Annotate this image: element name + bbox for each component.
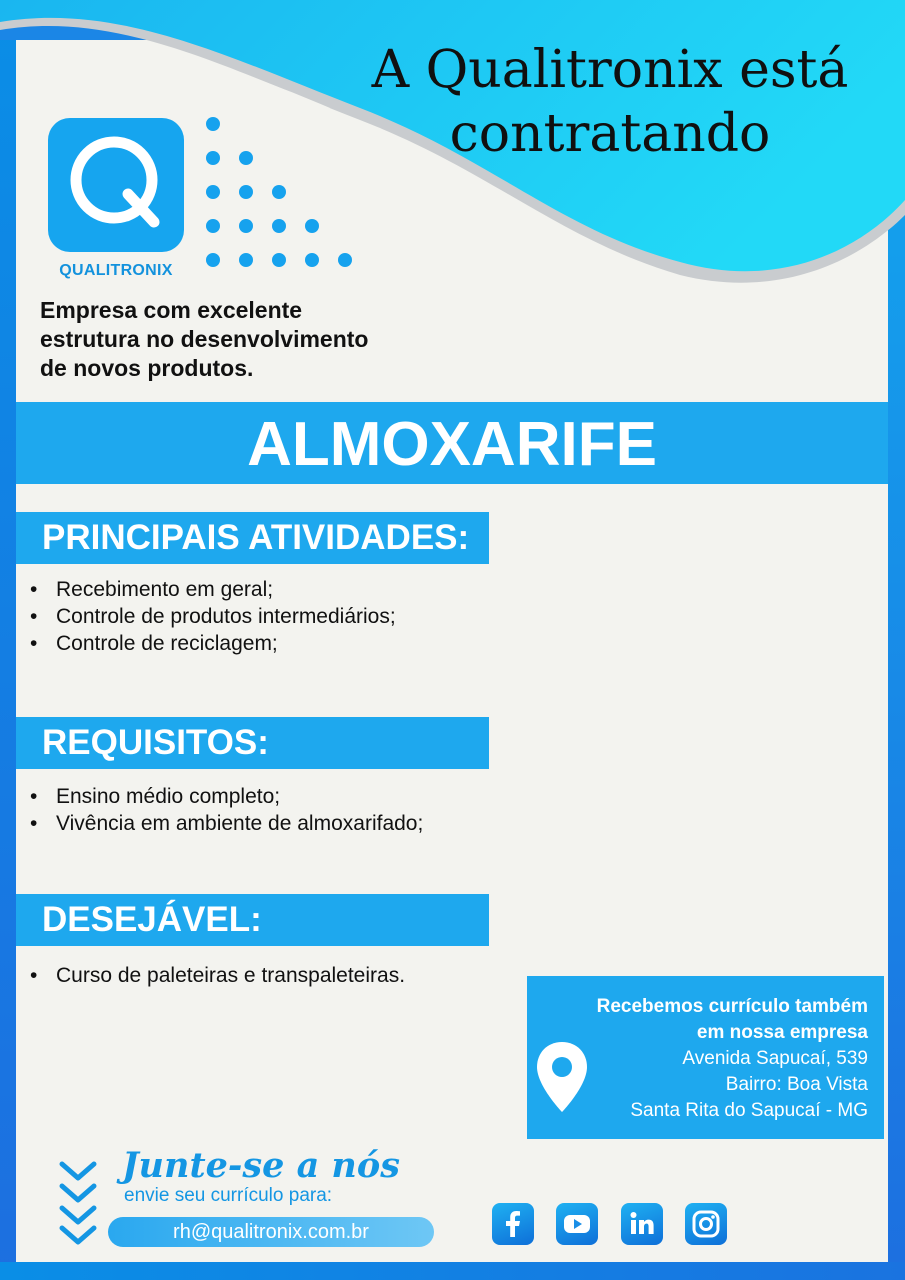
list-item: • Vivência em ambiente de almoxarifado;	[30, 810, 423, 837]
headline-line-1: A Qualitronix está	[371, 40, 849, 100]
desirable-header	[16, 894, 489, 946]
list-item: • Ensino médio completo;	[30, 783, 423, 810]
chevron-down-icon	[58, 1158, 98, 1248]
activities-list	[30, 576, 396, 657]
instagram-icon	[685, 1203, 727, 1245]
activities-title: PRINCIPAIS ATIVIDADES:	[42, 518, 470, 557]
address-city: Santa Rita do Sapucaí - MG	[630, 1100, 868, 1121]
facebook-icon	[492, 1203, 534, 1245]
logo-wordmark: QUALITRONIX	[59, 262, 173, 279]
facebook-button[interactable]	[492, 1203, 534, 1245]
requirements-list	[30, 783, 423, 837]
address-intro-line-1: Recebemos currículo também	[596, 996, 868, 1017]
tagline-line-1: Empresa com excelente	[40, 297, 303, 323]
company-tagline	[40, 296, 480, 383]
job-title: ALMOXARIFE	[247, 410, 657, 479]
bottom-border	[0, 1262, 905, 1280]
join-us-subtitle: envie seu currículo para:	[124, 1185, 333, 1206]
instagram-button[interactable]	[685, 1203, 727, 1245]
requirements-header	[16, 717, 489, 769]
address-text	[538, 994, 868, 1124]
list-item: • Controle de produtos intermediários;	[30, 603, 396, 630]
hiring-headline	[330, 38, 890, 166]
q-logo-icon	[48, 118, 184, 252]
tagline-line-2: estrutura no desenvolvimento	[40, 326, 369, 352]
list-item: • Recebimento em geral;	[30, 576, 396, 603]
list-item: • Controle de reciclagem;	[30, 630, 396, 657]
desirable-list	[30, 962, 405, 989]
address-intro-line-2: em nossa empresa	[696, 1022, 868, 1043]
youtube-icon	[556, 1203, 598, 1245]
desirable-title: DESEJÁVEL:	[42, 900, 262, 939]
linkedin-button[interactable]	[621, 1203, 663, 1245]
linkedin-icon	[621, 1203, 663, 1245]
requirements-title: REQUISITOS:	[42, 723, 269, 762]
job-title-bar	[16, 402, 888, 484]
address-box	[527, 976, 884, 1139]
activities-header	[16, 512, 489, 564]
list-item: • Curso de paleteiras e transpaleteiras.	[30, 962, 405, 989]
company-logo	[48, 118, 184, 252]
tagline-line-3: de novos produtos.	[40, 355, 254, 381]
address-district: Bairro: Boa Vista	[725, 1074, 868, 1095]
youtube-button[interactable]	[556, 1203, 598, 1245]
dot-pattern-decoration	[200, 110, 360, 280]
email-link[interactable]: rh@qualitronix.com.br	[108, 1217, 434, 1247]
headline-line-2: contratando	[449, 104, 771, 164]
join-us-title: Junte-se a nós	[122, 1145, 400, 1186]
address-street: Avenida Sapucaí, 539	[682, 1048, 868, 1069]
